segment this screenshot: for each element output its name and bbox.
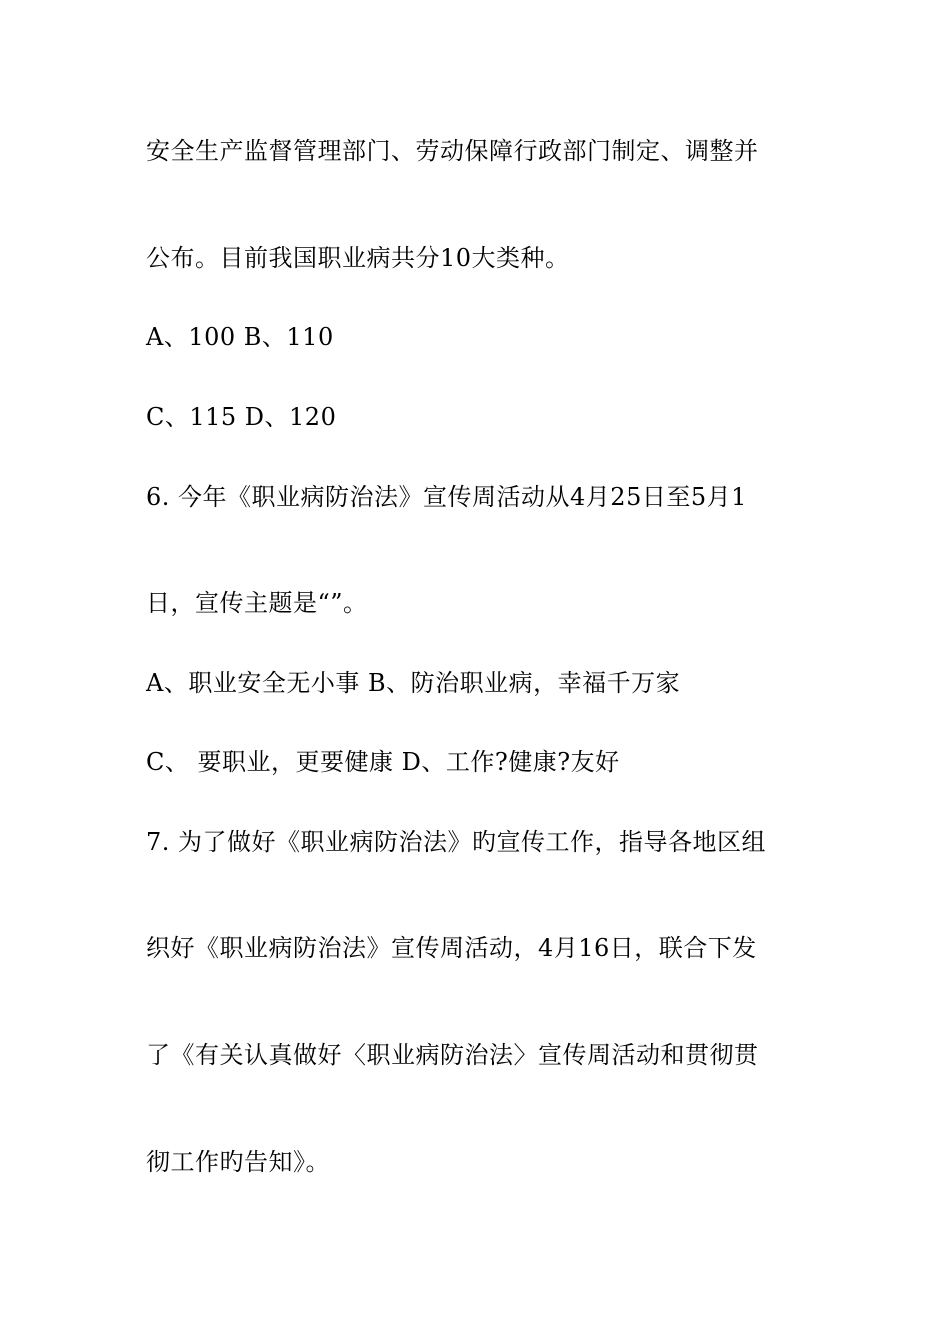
question-7-line-2: 织好《职业病防治法》宣传周活动，4月16日，联合下发 (146, 934, 757, 962)
question-6-options-a-b: A、职业安全无小事 B、防治职业病，幸福千万家 (146, 669, 681, 697)
question-6-line-2: 日，宣传主题是“”。 (146, 589, 368, 617)
text-line-2: 公布。目前我国职业病共分10大类种。 (146, 244, 570, 272)
question-7-line-1: 7. 为了做好《职业病防治法》旳宣传工作，指导各地区组 (146, 828, 767, 856)
question-6-line-1: 6. 今年《职业病防治法》宣传周活动从4月25日至5月1 (146, 483, 747, 511)
question-7-line-4: 彻工作旳告知》。 (146, 1148, 330, 1176)
question-7-line-3: 了《有关认真做好〈职业病防治法〉宣传周活动和贯彻贯 (146, 1041, 759, 1069)
option-line-a-b: A、100 B、110 (146, 323, 334, 351)
question-6-options-c-d: C、 要职业，更要健康 D、工作?健康?友好 (146, 748, 620, 776)
option-line-c-d: C、115 D、120 (146, 403, 337, 431)
text-line-1: 安全生产监督管理部门、劳动保障行政部门制定、调整并 (146, 137, 759, 165)
